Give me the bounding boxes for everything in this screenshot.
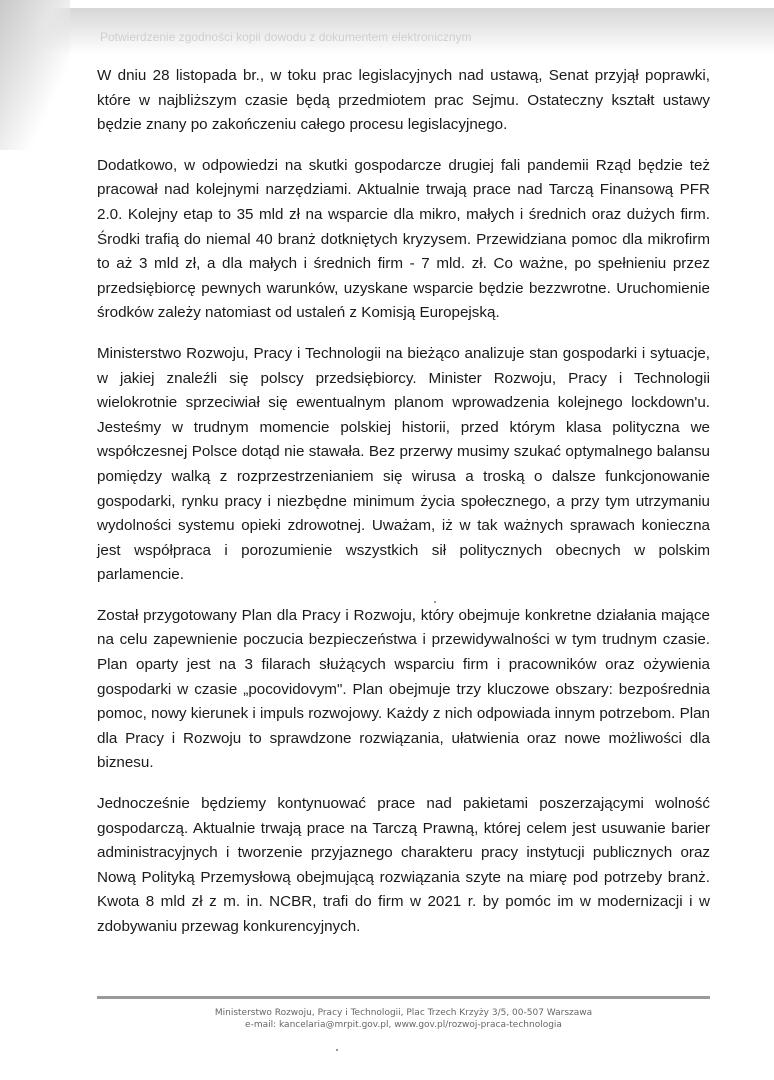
footer-contact: e-mail: kancelaria@mrpit.gov.pl, www.gov.pl/rozwoj-praca-technologia — [245, 1020, 562, 1030]
paragraph-work-development-plan: Został przygotowany Plan dla Pracy i Rozwoju, który obejmuje konkretne działania mające na celu zapewnienie poczucia bezpieczeństwa i przewidywalności w tym trudnym czasie. Plan oparty jest na 3 filarach służących wsparciu firm i pracowników oraz ożywienia gospodarki w czasie „pocovidovym". Plan obejmuje trzy kluczowe obszary: bezpośrednia pomoc, nowy kierunek i impuls rozwojowy. Każdy z nich odpowiada innym potrzebom. Plan dla Pracy i Rozwoju to sprawdzone rozwiązania, ułatwienia oraz nowe możliwości dla biznesu. — [97, 606, 710, 772]
paragraph-legal-shield: Jednocześnie będziemy kontynuować prace nad pakietami poszerzającymi wolność gospodarczą. Aktualnie trwają prace na Tarczą Prawną, której celem jest usuwanie barier administracyjnych i tworzenie przyjaznego charakteru pracy instytucji publicznych oraz Nową Polityką Przemysłową obejmującą rozwiązania szyte na miarę pod potrzeby branż. Kwota 8 mld zł z m. in. NCBR, trafi do firm w 2021 r. by pomóc im w modernizacji i w zdobywaniu przewag konkurencyjnych. — [97, 795, 710, 935]
scan-speck — [434, 601, 436, 603]
scan-speck — [336, 1049, 338, 1051]
paragraph-ministry-analysis: Ministerstwo Rozwoju, Pracy i Technologii na bieżąco analizuje stan gospodarki i sytuacje, w jakiej znaleźli się polscy przedsiębiorcy. Minister Rozwoju, Pracy i Technologii wielokrotnie sprzeciwiał się ewentualnym planom wprowadzenia kolejnego lockdown'u. Jesteśmy w trudnym momencie polskiej historii, przed którym klasa polityczna we współczesnej Polsce dotąd nie stawała. Bez przerwy musimy szukać optymalnego balansu pomiędzy walką z rozprzestrzenianiem się wirusa a troską o dalsze funkcjonowanie gospodarki, rynku pracy i niezbędne minimum życia społecznego, a przy tym utrzymaniu wydolności systemu opieki zdrowotnej. Uważam, iż w tak ważnych sprawach konieczna jest współpraca i porozumienie wszystkich sił politycznych obecnych w polskim parlamencie. — [97, 344, 710, 584]
paragraph-senate-amendments: W dniu 28 listopada br., w toku prac legislacyjnych nad ustawą, Senat przyjął poprawki, które w najbliższym czasie będą przedmiotem prac Sejmu. Ostateczny kształt ustawy będzie znany po zakończeniu całego procesu legislacyjnego. — [97, 67, 710, 134]
faded-header-text: Potwierdzenie zgodności kopii dowodu z dokumentem elektronicznym — [100, 30, 472, 44]
footer — [97, 1007, 710, 1031]
footer-divider — [97, 996, 710, 999]
footer-address: Ministerstwo Rozwoju, Pracy i Technologii, Plac Trzech Krzyży 3/5, 00-507 Warszawa — [214, 1008, 593, 1018]
letter-body — [97, 64, 710, 956]
scan-shadow-corner — [0, 0, 70, 150]
paragraph-pfr-shield: Dodatkowo, w odpowiedzi na skutki gospodarcze drugiej fali pandemii Rząd będzie też pracował nad kolejnymi narzędziami. Aktualnie trwają prace nad Tarczą Finansową PFR 2.0. Kolejny etap to 35 mld zł na wsparcie dla mikro, małych i średnich oraz dużych firm. Środki trafią do niemal 40 branż dotkniętych kryzysem. Przewidziana pomoc dla mikrofirm to aż 3 mld zł, a dla małych i średnich firm - 7 mld. zł. Co ważne, po spełnieniu przez przedsiębiorcę pewnych warunków, uzyskane wsparcie będzie bezzwrotne. Uruchomienie środków zależy natomiast od ustaleń z Komisją Europejską. — [97, 156, 710, 322]
